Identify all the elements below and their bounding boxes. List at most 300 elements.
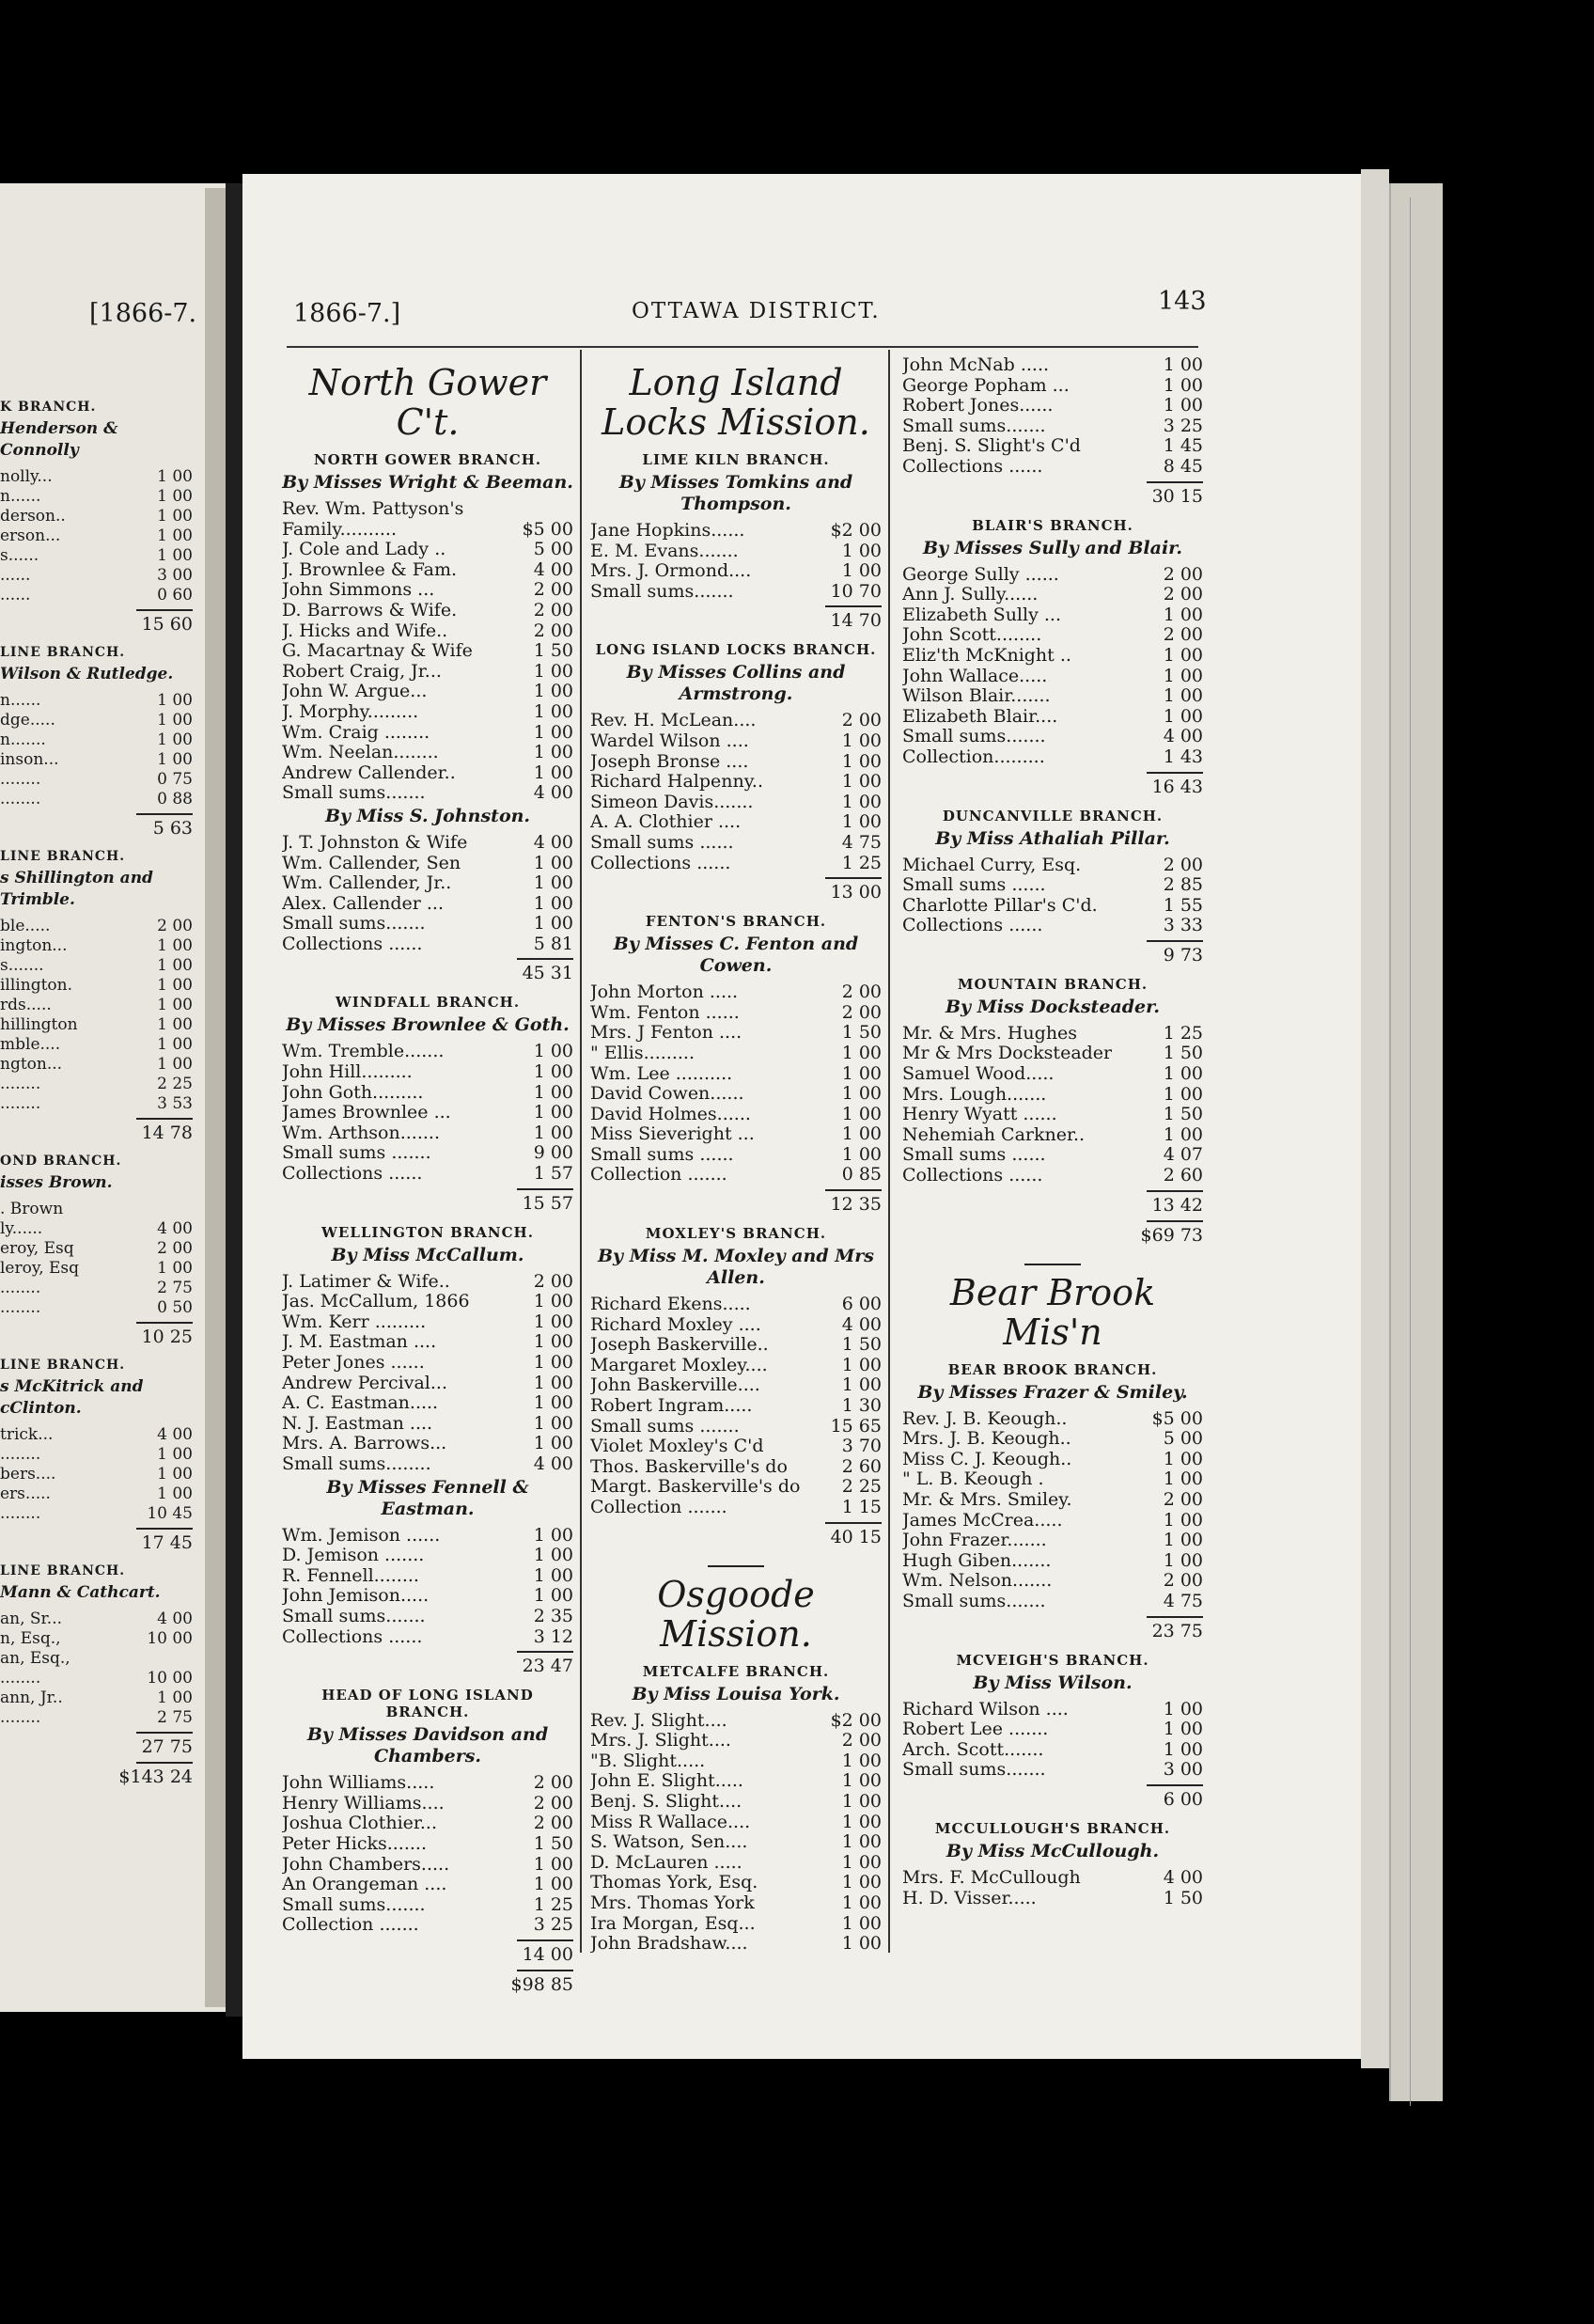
branch-total: 15 57 [522, 1192, 573, 1214]
branch-title: LINE BRANCH. [0, 1358, 126, 1373]
subscriber-row [282, 1272, 573, 1293]
subscriber-name: . Brown [0, 1200, 64, 1218]
branch-title: HEAD OF LONG ISLAND BRANCH. [321, 1687, 534, 1721]
subscriber-amount: 1 00 [841, 730, 882, 751]
subscriber-name: " L. B. Keough . [902, 1469, 1044, 1490]
subscriber-row [590, 1457, 882, 1478]
subscriber-amount: 1 00 [533, 1372, 573, 1393]
subscriber-row [0, 1688, 193, 1708]
subscriber-row [282, 1627, 573, 1648]
subscriber-row [282, 914, 573, 934]
subscriber-name: Mrs. A. Barrows... [282, 1434, 447, 1454]
subscriber-amount: 1 00 [841, 1790, 882, 1812]
subscriber-row [902, 916, 1203, 936]
subscriber-row [590, 1105, 882, 1125]
subscriber-row [902, 1700, 1203, 1720]
branch-title: METCALFE BRANCH. [642, 1662, 830, 1680]
subscriber-row [902, 1490, 1203, 1511]
subscriber-name: Wm. Callender, Sen [282, 853, 461, 873]
page-number: 143 [1158, 287, 1207, 316]
subscriber-row [590, 582, 882, 603]
subscriber-amount: 1 00 [533, 660, 573, 682]
subscriber-name: George Popham ... [902, 375, 1070, 396]
subscriber-amount: 2 00 [1163, 584, 1203, 605]
subscriber-name: A. A. Clothier .... [590, 812, 742, 833]
subscriber-name: ........ [0, 1708, 41, 1727]
subscriber-row [590, 1044, 882, 1064]
subscriber-name: D. Barrows & Wife. [282, 600, 458, 620]
subscriber-row [590, 1124, 882, 1145]
subscriber-name: s....... [0, 956, 44, 975]
subscriber-amount: 1 00 [841, 1083, 882, 1105]
page-edge [1361, 169, 1389, 2068]
subscriber-row [0, 730, 193, 750]
subscriber-amount: 1 00 [1163, 1083, 1203, 1105]
total-rule [136, 1118, 193, 1120]
subscriber-name: J. M. Eastman .... [282, 1332, 437, 1353]
subscriber-row [902, 1166, 1203, 1186]
collectors-line: By Miss Louisa York. [632, 1683, 840, 1704]
header-rule [287, 346, 1198, 348]
subscriber-name: David Cowen...... [590, 1084, 744, 1105]
subscriber-amount: 2 00 [841, 1730, 882, 1751]
subscriber-name: Thos. Baskerville's do [590, 1456, 788, 1477]
subscriber-amount: 3 25 [533, 1914, 573, 1936]
subscriber-row [282, 1292, 573, 1312]
subscriber-name: Robert Ingram..... [590, 1396, 753, 1417]
subscriber-name: Wm. Tremble....... [282, 1042, 445, 1062]
subscriber-name: John E. Slight..... [590, 1771, 743, 1792]
total-rule [136, 1528, 193, 1530]
subscriber-amount: 8 45 [1163, 455, 1203, 477]
subscriber-amount: 1 00 [533, 1874, 573, 1895]
subscriber-name: Rev. J. Slight.... [590, 1710, 727, 1731]
left-page-header: [1866-7. [89, 299, 197, 328]
mission-title: Bear Brook Mis'n [949, 1271, 1156, 1353]
total-rule [825, 1189, 882, 1191]
subscriber-row [902, 1044, 1203, 1064]
subscriber-name: John Morton ..... [590, 982, 739, 1003]
subscriber-amount: 1 00 [533, 1122, 573, 1143]
subscriber-amount: 1 00 [533, 1041, 573, 1062]
subscriber-row [590, 752, 882, 773]
collectors-line: By Miss M. Moxley and Mrs Allen. [598, 1246, 874, 1289]
subscriber-amount: 1 50 [1163, 1887, 1203, 1908]
subscriber-name: Collections ...... [902, 456, 1043, 477]
page-header-title: OTTAWA DISTRICT. [632, 299, 881, 323]
subscriber-name: leroy, Esq [0, 1259, 80, 1278]
subscriber-row [0, 1465, 193, 1484]
subscriber-amount: 1 00 [157, 1484, 193, 1503]
column-divider [888, 350, 890, 1953]
subscriber-name: Small sums....... [282, 1606, 426, 1626]
subscriber-amount: 1 50 [533, 1832, 573, 1854]
branch-title: LIME KILN BRANCH. [642, 451, 830, 468]
subscriber-amount: 0 88 [157, 790, 193, 809]
subscriber-amount: 2 00 [841, 1001, 882, 1023]
subscriber-name: ...... [0, 566, 31, 585]
subscriber-name: Wm. Arthson....... [282, 1123, 441, 1143]
subscriber-row [902, 1469, 1203, 1490]
total-rule [1147, 1784, 1203, 1786]
subscriber-amount: 3 12 [533, 1625, 573, 1647]
subscriber-name: John Baskerville.... [590, 1375, 760, 1396]
subscriber-name: nolly... [0, 467, 53, 486]
subscriber-amount: 3 53 [157, 1094, 193, 1113]
branch-title: BLAIR'S BRANCH. [972, 516, 1133, 534]
subscriber-row [282, 1353, 573, 1374]
subscriber-row [0, 1298, 193, 1318]
subscriber-row [282, 894, 573, 915]
subscriber-name: John Simmons ... [282, 580, 435, 601]
collectors-line: By Miss Docksteader. [945, 996, 1160, 1017]
subscriber-row [282, 702, 573, 723]
subscriber-name: Miss Sieveright ... [590, 1124, 755, 1145]
subscriber-name: derson.. [0, 507, 66, 526]
subscriber-amount: 2 60 [1163, 1165, 1203, 1186]
subscriber-amount: 1 00 [1163, 395, 1203, 416]
subscriber-row [902, 1145, 1203, 1166]
subscriber-row [0, 711, 193, 730]
branch-total: 14 00 [522, 1943, 573, 1965]
subscriber-row [590, 521, 882, 542]
subscriber-row [902, 585, 1203, 605]
total-rule [136, 1762, 193, 1764]
subscriber-name: hillington [0, 1015, 78, 1034]
subscriber-row [282, 1586, 573, 1607]
subscriber-amount: 2 00 [157, 917, 193, 935]
collectors-line: Wilson & Rutledge. [0, 665, 174, 683]
subscriber-name: Mrs. J. Slight.... [590, 1731, 731, 1751]
collectors-line: By Miss Athaliah Pillar. [935, 827, 1170, 849]
subscriber-name: Collections ...... [282, 1164, 423, 1185]
branch-title: LINE BRANCH. [0, 849, 126, 864]
subscriber-row [0, 1075, 193, 1094]
subscriber-name: Rev. J. B. Keough.. [902, 1408, 1068, 1429]
branch-total: 13 00 [830, 882, 882, 903]
subscriber-name: an, Esq., [0, 1649, 70, 1668]
subscriber-name: ann, Jr.. [0, 1688, 63, 1707]
subscriber-name: rds..... [0, 996, 52, 1014]
subscriber-name: John W. Argue... [282, 682, 428, 702]
subscriber-row [0, 936, 193, 956]
subscriber-amount: 3 00 [157, 566, 193, 585]
subscriber-amount: 2 00 [1163, 624, 1203, 646]
subscriber-amount: 1 00 [157, 1015, 193, 1034]
subscriber-amount: 1 00 [533, 1291, 573, 1312]
subscriber-row [590, 1813, 882, 1833]
subscriber-amount [134, 1649, 193, 1669]
subscriber-amount: 1 00 [533, 721, 573, 743]
subscriber-name: George Sully ...... [902, 564, 1059, 585]
subscriber-row [282, 580, 573, 601]
collectors-line: By Misses Sully and Blair. [922, 537, 1183, 558]
subscriber-amount: 2 00 [533, 599, 573, 620]
subscriber-name: Small sums....... [590, 581, 734, 602]
subscriber-amount: 4 00 [157, 1219, 193, 1238]
branch-total: 23 47 [522, 1656, 573, 1677]
branch-title: OND BRANCH. [0, 1154, 122, 1169]
subscriber-amount: 1 00 [533, 1061, 573, 1083]
subscriber-row [590, 793, 882, 813]
subscriber-row [902, 565, 1203, 586]
subscriber-name: trick... [0, 1425, 54, 1444]
branch-title: WINDFALL BRANCH. [335, 994, 521, 1012]
subscriber-name: N. J. Eastman .... [282, 1413, 433, 1434]
subscriber-amount [134, 1200, 193, 1219]
subscriber-name: Robert Jones...... [902, 396, 1054, 416]
subscriber-row [590, 982, 882, 1003]
subscriber-row [590, 1792, 882, 1813]
subscriber-amount: 1 00 [533, 700, 573, 722]
subscriber-row [0, 546, 193, 566]
subscriber-name: Benj. S. Slight.... [590, 1791, 742, 1812]
subscriber-amount: 10 70 [830, 580, 882, 602]
subscriber-amount: 1 00 [1163, 705, 1203, 727]
subscriber-row [282, 601, 573, 621]
section-separator [708, 1565, 764, 1567]
subscriber-name: Robert Craig, Jr... [282, 661, 442, 682]
subscriber-row [902, 1719, 1203, 1740]
subscriber-row [282, 1374, 573, 1394]
subscriber-amount: 1 50 [1163, 1043, 1203, 1064]
subscriber-name: J. T. Johnston & Wife [282, 832, 468, 853]
subscriber-row [0, 1055, 193, 1075]
subscriber-amount: 1 00 [533, 1392, 573, 1414]
subscriber-row [282, 641, 573, 662]
branch-total: 12 35 [830, 1194, 882, 1216]
subscriber-name: Small sums....... [902, 416, 1046, 436]
subscriber-amount: 1 00 [841, 1912, 882, 1934]
subscriber-name: Mr & Mrs Docksteader [902, 1044, 1113, 1064]
column-2 [590, 355, 882, 1955]
subscriber-name: Andrew Percival... [282, 1373, 447, 1393]
subscriber-row [282, 1875, 573, 1895]
branch-title: LONG ISLAND LOCKS BRANCH. [595, 641, 877, 659]
subscriber-name: ers..... [0, 1484, 51, 1503]
subscriber-amount: 1 00 [533, 1433, 573, 1454]
subscriber-amount: 1 00 [533, 852, 573, 873]
subscriber-row [0, 691, 193, 711]
subscriber-row [902, 707, 1203, 728]
subscriber-row [902, 1064, 1203, 1085]
subscriber-name: Nehemiah Carkner.. [902, 1124, 1086, 1145]
subscriber-amount: 4 00 [1163, 726, 1203, 747]
subscriber-name: Elizabeth Sully ... [902, 605, 1061, 625]
collectors-line: By Misses Tomkins and Thompson. [618, 472, 853, 514]
subscriber-amount: 0 85 [841, 1164, 882, 1186]
grand-total: $69 73 [1140, 1224, 1203, 1246]
subscriber-amount: 1 00 [157, 730, 193, 749]
subscriber-amount: 2 00 [533, 1813, 573, 1834]
subscriber-row [282, 1607, 573, 1627]
subscriber-name: Rev. Wm. Pattyson's [282, 499, 464, 519]
subscriber-name: ........ [0, 1094, 41, 1113]
branch-total: 14 70 [830, 610, 882, 632]
subscriber-row [282, 1834, 573, 1855]
subscriber-row [590, 1751, 882, 1772]
subscriber-row [902, 605, 1203, 626]
subscriber-row [590, 1477, 882, 1498]
subscriber-amount: 3 00 [1163, 1759, 1203, 1781]
subscriber-name: dge..... [0, 711, 55, 730]
subscriber-amount: 1 00 [157, 956, 193, 975]
total-rule [825, 877, 882, 879]
subscriber-name: Arch. Scott....... [902, 1739, 1044, 1760]
subscriber-name: Miss C. J. Keough.. [902, 1449, 1072, 1469]
subscriber-amount: 0 75 [157, 770, 193, 789]
subscriber-row [902, 1450, 1203, 1470]
subscriber-amount: $2 00 [830, 520, 882, 541]
branch-title: DUNCANVILLE BRANCH. [942, 807, 1164, 824]
subscriber-row [902, 646, 1203, 667]
subscriber-name: n...... [0, 487, 41, 506]
mission-title: Osgoode Mission. [657, 1573, 815, 1655]
subscriber-name: eroy, Esq [0, 1239, 74, 1258]
subscriber-amount: 1 00 [533, 1331, 573, 1353]
subscriber-name: Wm. Lee .......... [590, 1063, 733, 1084]
subscriber-row [0, 770, 193, 790]
subscriber-amount: 2 00 [157, 1239, 193, 1258]
subscriber-amount: 2 75 [157, 1279, 193, 1297]
subscriber-row [282, 540, 573, 560]
subscriber-row [0, 1649, 193, 1669]
subscriber-name: Small sums....... [902, 1760, 1046, 1781]
subscriber-row [0, 1484, 193, 1504]
subscriber-amount: 10 00 [147, 1669, 193, 1688]
subscriber-amount: 2 00 [533, 579, 573, 601]
subscriber-name: Samuel Wood..... [902, 1064, 1055, 1085]
subscriber-name: Ira Morgan, Esq... [590, 1913, 756, 1934]
subscriber-row [282, 1794, 573, 1814]
subscriber-amount: 1 00 [1163, 1448, 1203, 1469]
subscriber-name: ly...... [0, 1219, 43, 1238]
subscriber-row [590, 1084, 882, 1105]
subscriber-row [902, 1740, 1203, 1761]
subscriber-amount: 1 00 [533, 742, 573, 763]
subscriber-row [902, 1409, 1203, 1430]
subscriber-name: Wm. Craig ........ [282, 722, 430, 743]
subscriber-name: S. Watson, Sen.... [590, 1832, 748, 1853]
subscriber-name: John Wallace..... [902, 666, 1048, 686]
subscriber-row [282, 621, 573, 642]
subscriber-row [590, 833, 882, 854]
subscriber-row [282, 1566, 573, 1587]
branch-title: MCVEIGH'S BRANCH. [956, 1651, 1149, 1669]
subscriber-name: Wm. Fenton ...... [590, 1002, 740, 1023]
subscriber-row [590, 561, 882, 582]
subscriber-amount: 1 00 [157, 750, 193, 769]
subscriber-amount: 1 55 [1163, 894, 1203, 916]
subscriber-row [282, 1414, 573, 1435]
subscriber-row [282, 682, 573, 702]
collectors-line: Henderson & Connolly [0, 419, 118, 460]
subscriber-amount: 1 00 [157, 507, 193, 526]
subscriber-name: John Goth......... [282, 1082, 424, 1103]
subscriber-amount [515, 499, 573, 520]
subscriber-row [590, 1315, 882, 1336]
subscriber-name: John Chambers..... [282, 1854, 450, 1875]
subscriber-name: Collections ...... [282, 934, 423, 954]
subscriber-name: "B. Slight..... [590, 1751, 706, 1771]
subscriber-amount: 1 00 [157, 936, 193, 955]
subscriber-name: mble.... [0, 1035, 61, 1054]
subscriber-row [902, 376, 1203, 397]
subscriber-name: Miss R Wallace.... [590, 1812, 751, 1832]
subscriber-amount: 4 00 [533, 831, 573, 853]
subscriber-amount: 4 00 [533, 1452, 573, 1474]
subscriber-row [282, 1062, 573, 1083]
subscriber-row [902, 457, 1203, 478]
subscriber-amount: 1 00 [157, 1035, 193, 1054]
subscriber-name: ........ [0, 1298, 41, 1317]
mission-title: Long Island Locks Mission. [602, 362, 870, 443]
subscriber-name: Wm. Kerr ......... [282, 1311, 427, 1332]
subscriber-row [282, 1123, 573, 1144]
subscriber-row [0, 750, 193, 770]
subscriber-amount: 1 00 [157, 546, 193, 565]
subscriber-amount: 1 00 [1163, 604, 1203, 625]
subscriber-row [590, 1731, 882, 1751]
column-3 [902, 355, 1203, 1908]
subscriber-amount: 1 00 [841, 750, 882, 772]
branch-title: MCCULLOUGH'S BRANCH. [934, 1819, 1171, 1837]
subscriber-amount: 2 00 [533, 1792, 573, 1814]
subscriber-row [590, 542, 882, 562]
subscriber-row [902, 667, 1203, 687]
collectors-line: s Shillington and Trimble. [0, 869, 153, 909]
subscriber-row [590, 1914, 882, 1935]
subscriber-row [902, 727, 1203, 747]
subscriber-row [282, 743, 573, 763]
subscriber-amount: 1 00 [157, 467, 193, 486]
subscriber-row [902, 1125, 1203, 1146]
subscriber-name: Small sums ....... [282, 1143, 431, 1164]
subscriber-amount: 6 00 [841, 1294, 882, 1315]
total-rule [1147, 772, 1203, 774]
subscriber-amount: 1 00 [841, 1750, 882, 1771]
collectors-line: By Misses Wright & Beeman. [282, 472, 573, 493]
column-divider [580, 350, 582, 1953]
subscriber-row [902, 625, 1203, 646]
branch-total: 14 78 [141, 1123, 193, 1143]
subscriber-row [590, 854, 882, 874]
subscriber-row [0, 467, 193, 487]
subscriber-name: Charlotte Pillar's C'd. [902, 895, 1098, 916]
subscriber-row [282, 1915, 573, 1936]
branch-total: 5 63 [152, 818, 193, 839]
subscriber-name: Henry Williams.... [282, 1793, 445, 1814]
subscriber-row [0, 790, 193, 809]
total-rule [1147, 1220, 1203, 1222]
subscriber-name: John Williams..... [282, 1773, 435, 1794]
subscriber-name: Collection ....... [590, 1498, 727, 1517]
subscriber-row [590, 1417, 882, 1437]
subscriber-name: Eliz'th McKnight .. [902, 645, 1071, 666]
subscriber-row [282, 833, 573, 854]
subscriber-row [902, 436, 1203, 457]
subscriber-row [282, 499, 573, 520]
subscriber-row [590, 1295, 882, 1315]
subscriber-amount: 1 00 [533, 1853, 573, 1875]
subscriber-row [0, 1094, 193, 1114]
subscriber-amount: $5 00 [522, 518, 573, 540]
subscriber-amount: 1 00 [533, 1545, 573, 1566]
subscriber-row [902, 1105, 1203, 1125]
branch-title: BEAR BROOK BRANCH. [947, 1360, 1158, 1378]
branch-title: K BRANCH. [0, 400, 97, 415]
subscriber-row [590, 1165, 882, 1186]
